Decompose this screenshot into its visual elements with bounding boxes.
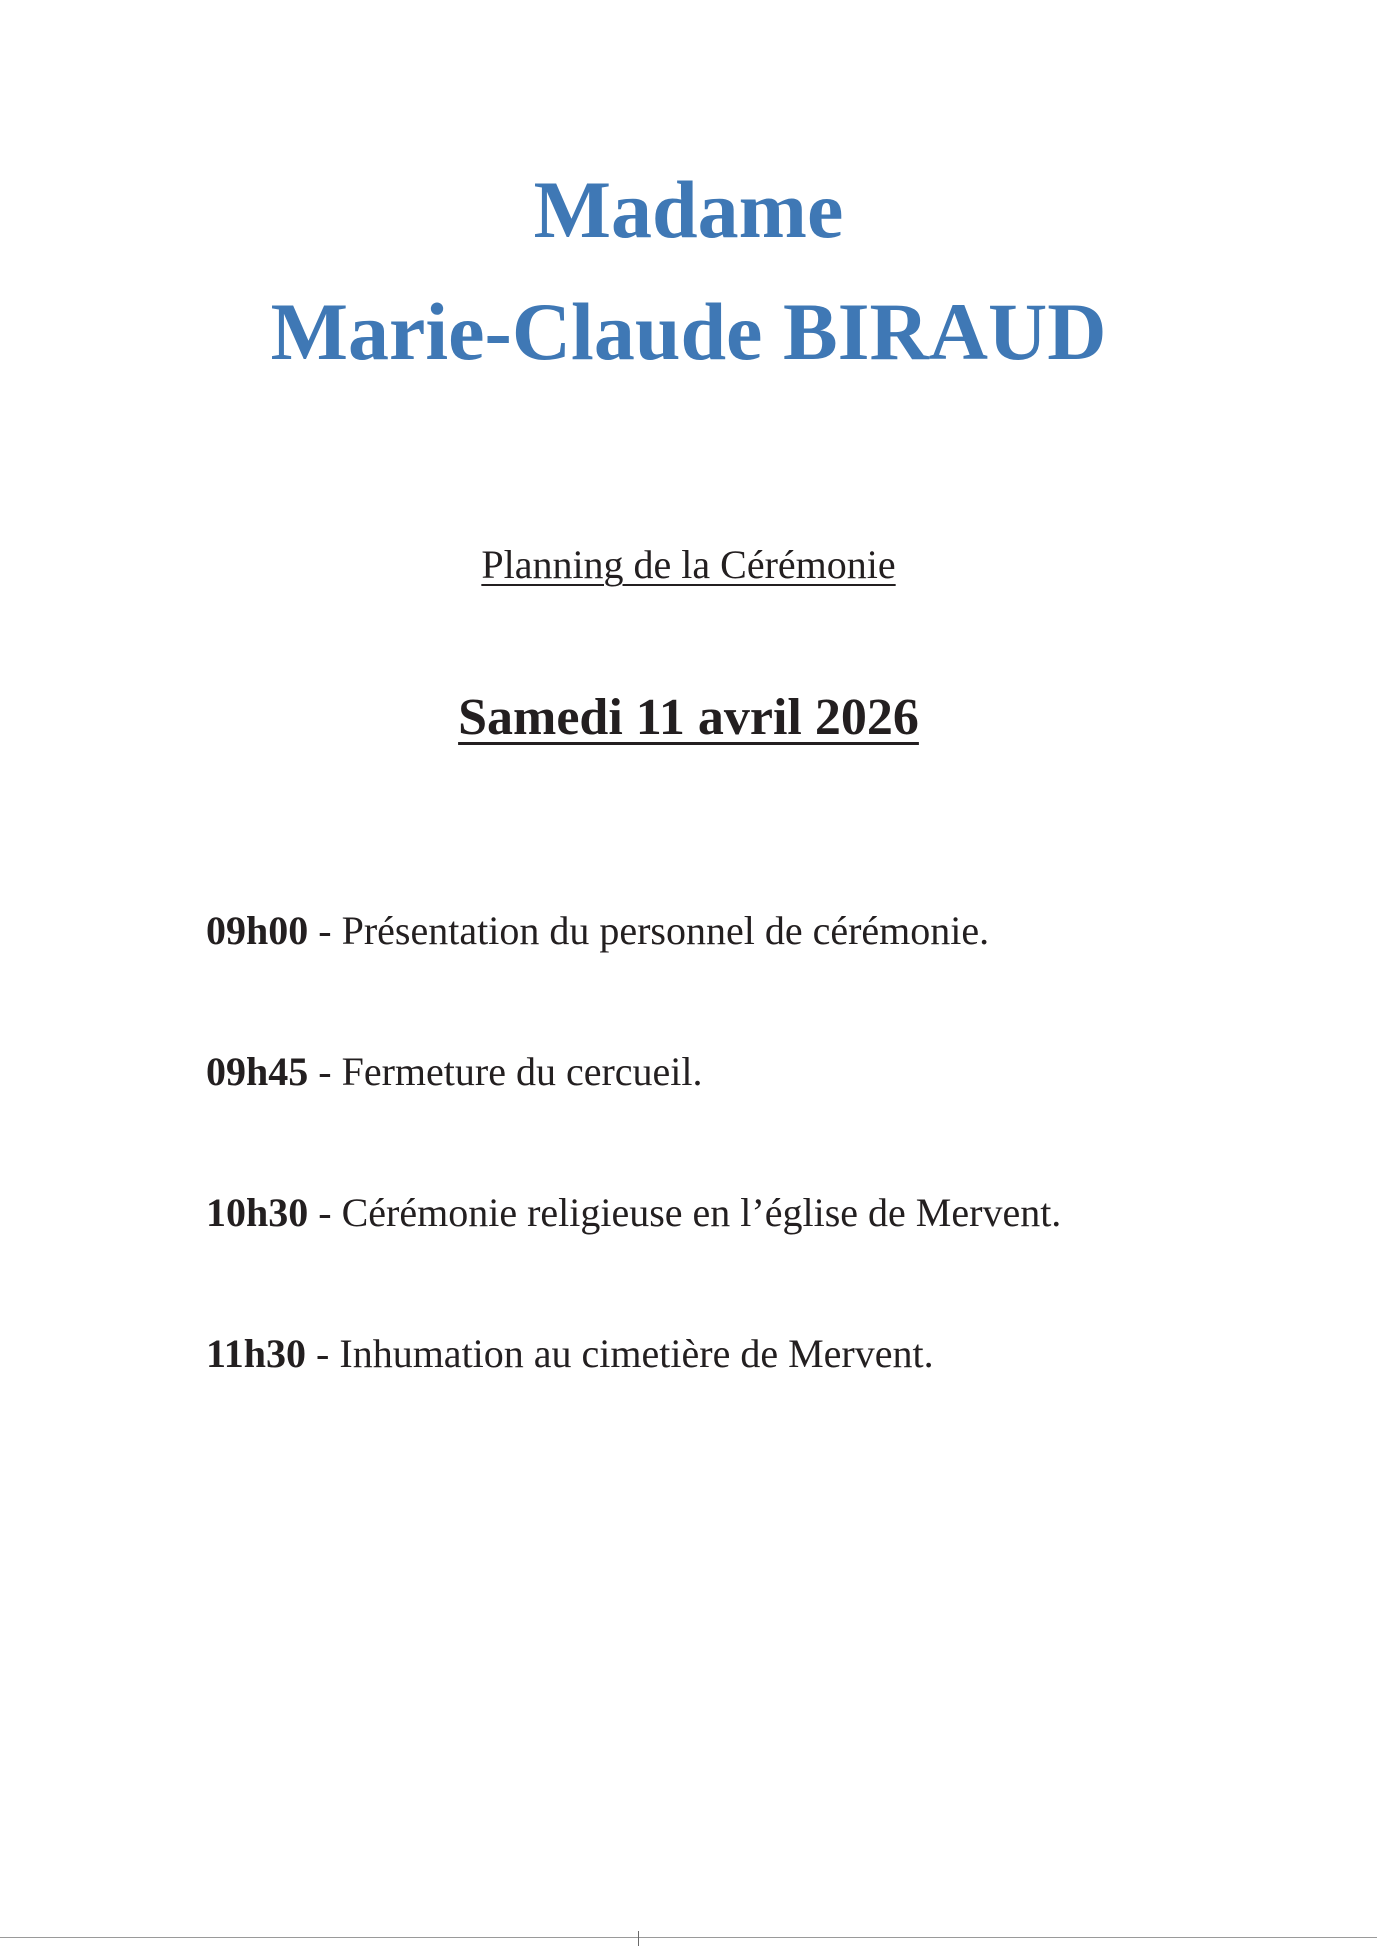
schedule-separator: - bbox=[308, 1049, 342, 1094]
schedule-time: 09h45 bbox=[206, 1049, 309, 1094]
subtitle-text: Planning de la Cérémonie bbox=[481, 542, 896, 587]
schedule-item bbox=[206, 906, 1256, 956]
schedule-description: Présentation du personnel de cérémonie. bbox=[341, 908, 990, 953]
schedule-item bbox=[206, 1047, 1256, 1097]
schedule-item bbox=[206, 1188, 1256, 1238]
subtitle bbox=[0, 540, 1377, 590]
schedule-time: 09h00 bbox=[206, 908, 309, 953]
title-honorific: Madame bbox=[533, 164, 844, 255]
bottom-divider bbox=[0, 1937, 1377, 1938]
title-name: Marie-Claude BIRAUD bbox=[270, 286, 1107, 377]
schedule-item bbox=[206, 1329, 1256, 1379]
schedule-description: Fermeture du cercueil. bbox=[341, 1049, 703, 1094]
date-text: Samedi 11 avril 2026 bbox=[458, 689, 919, 746]
schedule-time: 11h30 bbox=[206, 1331, 307, 1376]
date-heading bbox=[0, 688, 1377, 748]
schedule-description: Inhumation au cimetière de Mervent. bbox=[339, 1331, 934, 1376]
schedule-separator: - bbox=[308, 1190, 342, 1235]
bottom-tick-mark bbox=[638, 1931, 639, 1946]
schedule-separator: - bbox=[308, 908, 342, 953]
schedule-list bbox=[206, 906, 1256, 1470]
schedule-time: 10h30 bbox=[206, 1190, 309, 1235]
schedule-separator: - bbox=[306, 1331, 340, 1376]
schedule-description: Cérémonie religieuse en l’église de Mervent. bbox=[341, 1190, 1062, 1235]
